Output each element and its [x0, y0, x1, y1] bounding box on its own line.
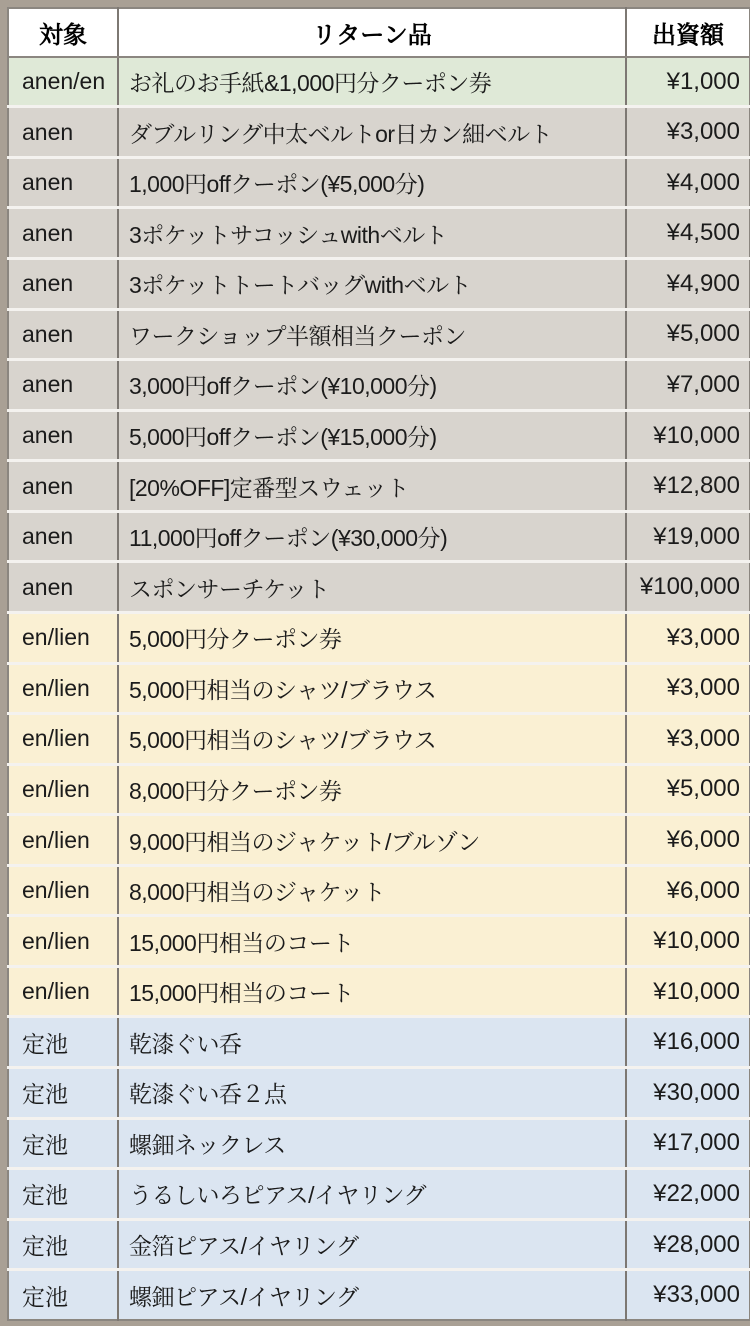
amount-cell: ¥10,000 — [626, 916, 750, 967]
item-cell: 5,000円分クーポン券 — [118, 612, 626, 663]
amount-cell: ¥10,000 — [626, 966, 750, 1017]
table-row — [8, 511, 750, 562]
item-cell: 8,000円分クーポン券 — [118, 764, 626, 815]
amount-cell: ¥19,000 — [626, 511, 750, 562]
item-cell: 5,000円相当のシャツ/ブラウス — [118, 714, 626, 765]
amount-cell: ¥4,500 — [626, 208, 750, 259]
item-cell: 金箔ピアス/イヤリング — [118, 1219, 626, 1270]
item-cell: 3ポケットサコッシュwithベルト — [118, 208, 626, 259]
amount-cell: ¥33,000 — [626, 1270, 750, 1320]
item-cell: 5,000円offクーポン(¥15,000分) — [118, 410, 626, 461]
table-row — [8, 157, 750, 208]
amount-cell: ¥6,000 — [626, 865, 750, 916]
target-cell: anen — [8, 157, 118, 208]
amount-cell: ¥4,900 — [626, 259, 750, 310]
header-item: リターン品 — [118, 8, 626, 57]
amount-cell: ¥28,000 — [626, 1219, 750, 1270]
item-cell: 螺鈿ピアス/イヤリング — [118, 1270, 626, 1320]
target-cell: anen — [8, 259, 118, 310]
target-cell: anen — [8, 562, 118, 613]
item-cell: 11,000円offクーポン(¥30,000分) — [118, 511, 626, 562]
amount-cell: ¥6,000 — [626, 815, 750, 866]
item-cell: うるしいろピアス/イヤリング — [118, 1169, 626, 1220]
target-cell: 定池 — [8, 1068, 118, 1119]
item-cell: 3ポケットトートバッグwithベルト — [118, 259, 626, 310]
amount-cell: ¥3,000 — [626, 663, 750, 714]
amount-cell: ¥3,000 — [626, 107, 750, 158]
table-row — [8, 865, 750, 916]
item-cell: お礼のお手紙&1,000円分クーポン券 — [118, 57, 626, 107]
target-cell: 定池 — [8, 1169, 118, 1220]
target-cell: en/lien — [8, 815, 118, 866]
item-cell: [20%OFF]定番型スウェット — [118, 461, 626, 512]
item-cell: ダブルリング中太ベルトor日カン細ベルト — [118, 107, 626, 158]
target-cell: anen — [8, 309, 118, 360]
target-cell: 定池 — [8, 1017, 118, 1068]
target-cell: anen — [8, 107, 118, 158]
target-cell: en/lien — [8, 714, 118, 765]
amount-cell: ¥12,800 — [626, 461, 750, 512]
table-row — [8, 107, 750, 158]
amount-cell: ¥16,000 — [626, 1017, 750, 1068]
table-row — [8, 764, 750, 815]
item-cell: ワークショップ半額相当クーポン — [118, 309, 626, 360]
target-cell: 定池 — [8, 1270, 118, 1320]
table-row — [8, 461, 750, 512]
item-cell: 乾漆ぐい呑２点 — [118, 1068, 626, 1119]
table-row — [8, 1068, 750, 1119]
table-row — [8, 1017, 750, 1068]
table-row — [8, 259, 750, 310]
table-row — [8, 612, 750, 663]
table-row — [8, 1270, 750, 1320]
target-cell: 定池 — [8, 1219, 118, 1270]
target-cell: en/lien — [8, 865, 118, 916]
header-amount: 出資額 — [626, 8, 750, 57]
amount-cell: ¥1,000 — [626, 57, 750, 107]
target-cell: en/lien — [8, 916, 118, 967]
target-cell: 定池 — [8, 1118, 118, 1169]
target-cell: en/lien — [8, 663, 118, 714]
item-cell: 5,000円相当のシャツ/ブラウス — [118, 663, 626, 714]
header-row — [8, 8, 750, 57]
amount-cell: ¥7,000 — [626, 360, 750, 411]
returns-table — [7, 7, 750, 1321]
table-body — [8, 57, 750, 1320]
amount-cell: ¥3,000 — [626, 612, 750, 663]
target-cell: anen — [8, 410, 118, 461]
target-cell: anen — [8, 511, 118, 562]
table-row — [8, 208, 750, 259]
item-cell: 8,000円相当のジャケット — [118, 865, 626, 916]
target-cell: anen — [8, 461, 118, 512]
target-cell: en/lien — [8, 764, 118, 815]
table-row — [8, 562, 750, 613]
target-cell: anen — [8, 360, 118, 411]
target-cell: anen — [8, 208, 118, 259]
table-row — [8, 1118, 750, 1169]
amount-cell: ¥5,000 — [626, 764, 750, 815]
table-row — [8, 663, 750, 714]
amount-cell: ¥4,000 — [626, 157, 750, 208]
table-row — [8, 360, 750, 411]
amount-cell: ¥30,000 — [626, 1068, 750, 1119]
item-cell: スポンサーチケット — [118, 562, 626, 613]
table-row — [8, 410, 750, 461]
table-row — [8, 57, 750, 107]
table-header — [8, 8, 750, 57]
table-row — [8, 916, 750, 967]
table-row — [8, 1169, 750, 1220]
item-cell: 15,000円相当のコート — [118, 916, 626, 967]
table-row — [8, 966, 750, 1017]
header-target: 対象 — [8, 8, 118, 57]
table-row — [8, 309, 750, 360]
table-row — [8, 815, 750, 866]
amount-cell: ¥17,000 — [626, 1118, 750, 1169]
amount-cell: ¥10,000 — [626, 410, 750, 461]
amount-cell: ¥22,000 — [626, 1169, 750, 1220]
table-row — [8, 1219, 750, 1270]
item-cell: 9,000円相当のジャケット/ブルゾン — [118, 815, 626, 866]
table-row — [8, 714, 750, 765]
item-cell: 3,000円offクーポン(¥10,000分) — [118, 360, 626, 411]
target-cell: en/lien — [8, 612, 118, 663]
amount-cell: ¥5,000 — [626, 309, 750, 360]
item-cell: 1,000円offクーポン(¥5,000分) — [118, 157, 626, 208]
amount-cell: ¥100,000 — [626, 562, 750, 613]
amount-cell: ¥3,000 — [626, 714, 750, 765]
item-cell: 螺鈿ネックレス — [118, 1118, 626, 1169]
item-cell: 15,000円相当のコート — [118, 966, 626, 1017]
target-cell: en/lien — [8, 966, 118, 1017]
target-cell: anen/en — [22, 68, 106, 95]
item-cell: 乾漆ぐい呑 — [118, 1017, 626, 1068]
